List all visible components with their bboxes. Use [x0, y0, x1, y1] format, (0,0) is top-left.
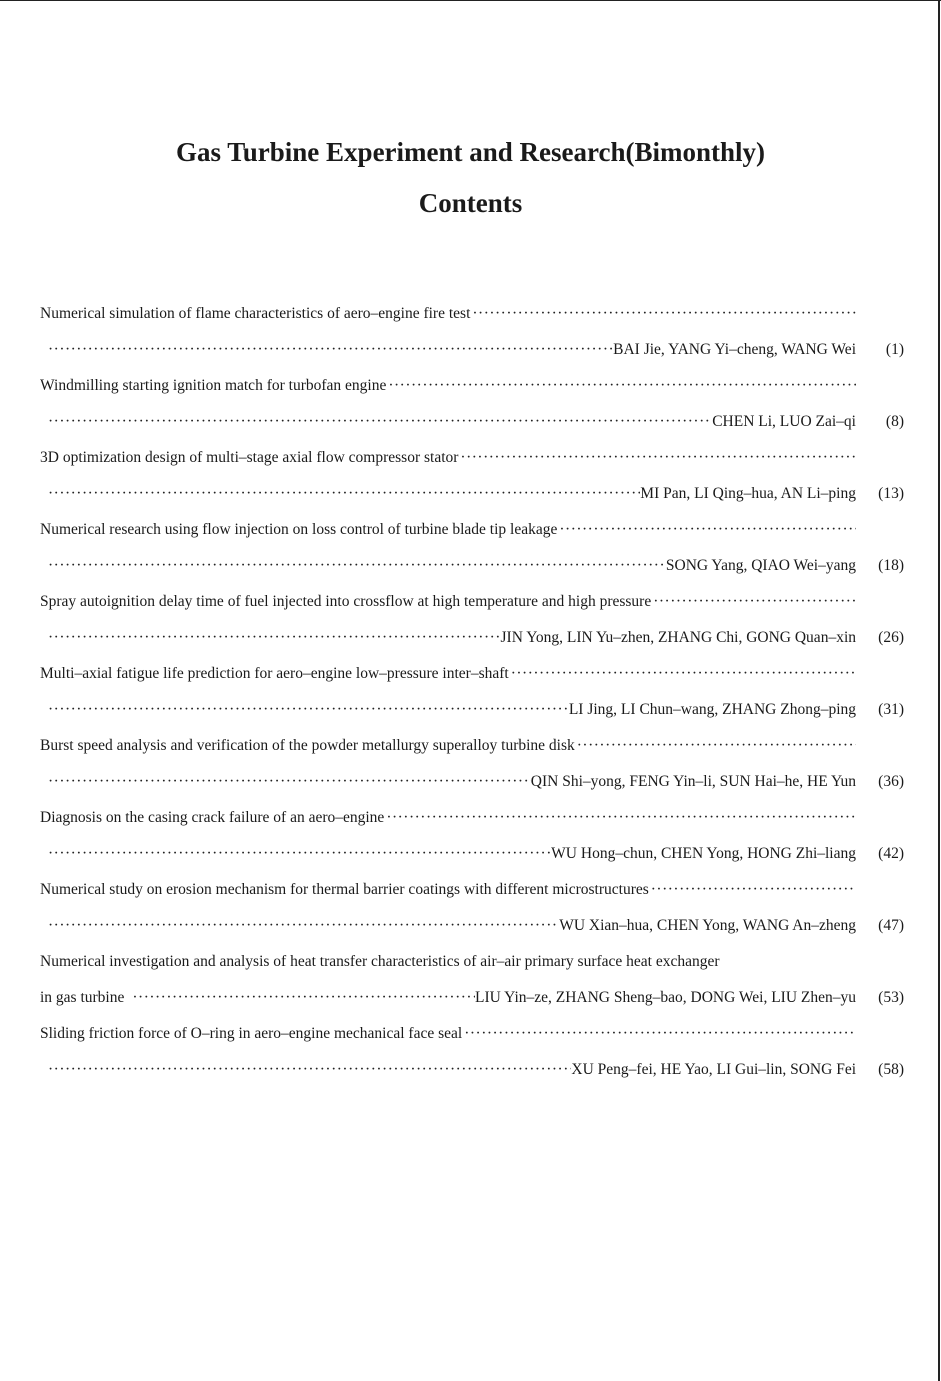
leader-dots: [462, 1022, 856, 1046]
toc-entry-authors: WU Xian–hua, CHEN Yong, WANG An–zheng: [559, 917, 856, 934]
toc-entry-title-text: Diagnosis on the casing crack failure of an aero–engine: [40, 809, 385, 826]
leader-dots: [386, 374, 856, 398]
leader-dots: [40, 410, 712, 434]
leader-dots: [651, 590, 856, 614]
toc-entry-authors-line: [40, 1058, 856, 1082]
toc-entry-authors-line: [40, 986, 856, 1010]
toc-entry-title: [40, 734, 856, 758]
toc-entry-page-number: (8): [885, 413, 904, 430]
toc-entry-title: [40, 446, 856, 470]
toc-entry-authors: BAI Jie, YANG Yi–cheng, WANG Wei: [613, 341, 856, 358]
toc-entry-page-number: (13): [878, 485, 904, 502]
toc-entry-authors-line: [40, 914, 856, 938]
leader-dots: [40, 554, 666, 578]
toc-entry-title: [40, 806, 856, 830]
toc-entry-title: [40, 950, 856, 974]
leader-dots: [649, 878, 856, 902]
toc-entry-title-text: Numerical investigation and analysis of heat transfer characteristics of air–air primary surface heat exchanger: [40, 953, 720, 970]
toc-entry-page-number: (18): [878, 557, 904, 574]
leader-dots: [40, 626, 501, 650]
toc-entry-authors: SONG Yang, QIAO Wei–yang: [665, 557, 856, 574]
toc-entry-title: [40, 374, 856, 398]
toc-entry-authors-line: [40, 410, 856, 434]
toc-entry-authors-line: [40, 842, 856, 866]
toc-entry-page-number: (36): [878, 773, 904, 790]
page-top-border: [0, 0, 941, 1]
leader-dots: [40, 482, 640, 506]
toc-entry-authors-line: [40, 482, 856, 506]
toc-entry-title: [40, 302, 856, 326]
toc-entry-title-text: Sliding friction force of O–ring in aero–engine mechanical face seal: [40, 1025, 463, 1042]
toc-entry-title: [40, 518, 856, 542]
toc-entry-title-text: Spray autoignition delay time of fuel injected into crossflow at high temperature and high pressure: [40, 593, 652, 610]
leader-dots: [575, 734, 856, 758]
leader-dots: [40, 1058, 571, 1082]
toc-entry-page-number: (42): [878, 845, 904, 862]
toc-entry-title: [40, 1022, 856, 1046]
toc-entry-page-number: (31): [878, 701, 904, 718]
toc-entry-page-number: (58): [878, 1061, 904, 1078]
toc-entry-authors-line: [40, 338, 856, 362]
toc-entry-title-text: Windmilling starting ignition match for turbofan engine: [40, 377, 387, 394]
toc-entry-page-number: (26): [878, 629, 904, 646]
toc-entry-authors: WU Hong–chun, CHEN Yong, HONG Zhi–liang: [551, 845, 856, 862]
toc-entry-authors-line: [40, 626, 856, 650]
toc-entry-authors: XU Peng–fei, HE Yao, LI Gui–lin, SONG Fei: [571, 1061, 856, 1078]
leader-dots: [384, 806, 856, 830]
leader-dots: [470, 302, 856, 326]
toc-entry-authors: CHEN Li, LUO Zai–qi: [712, 413, 856, 430]
toc-entry-authors: LI Jing, LI Chun–wang, ZHANG Zhong–ping: [568, 701, 856, 718]
toc-entry-page-number: (53): [878, 989, 904, 1006]
toc-entry-title: [40, 590, 856, 614]
leader-dots: [40, 338, 613, 362]
toc-entry-page-number: (1): [885, 341, 904, 358]
journal-title: Gas Turbine Experiment and Research(Bimonthly): [175, 137, 766, 167]
toc-entry-title-text: Numerical simulation of flame characteristics of aero–engine fire test: [40, 305, 471, 322]
toc-entry-authors-line: [40, 698, 856, 722]
toc-entry-title-text: Numerical study on erosion mechanism for thermal barrier coatings with different microstructures: [40, 881, 649, 898]
leader-dots: [124, 986, 475, 1010]
leader-dots: [40, 770, 531, 794]
toc-entry-title-text: 3D optimization design of multi–stage axial flow compressor stator: [40, 449, 459, 466]
toc-entry-authors: QIN Shi–yong, FENG Yin–li, SUN Hai–he, HE Yun: [530, 773, 856, 790]
leader-dots: [509, 662, 856, 686]
leader-dots: [40, 842, 551, 866]
toc-entry-title-text: Multi–axial fatigue life prediction for aero–engine low–pressure inter–shaft: [40, 665, 509, 682]
leader-dots: [557, 518, 856, 542]
leader-dots: [40, 914, 559, 938]
toc-entry-title-text: Burst speed analysis and verification of the powder metallurgy superalloy turbine disk: [40, 737, 575, 754]
toc-entry-title: [40, 878, 856, 902]
toc-entry-title-continued: in gas turbine: [40, 989, 125, 1006]
toc-entry-title-text: Numerical research using flow injection on loss control of turbine blade tip leakage: [40, 521, 558, 538]
contents-heading: Contents: [418, 188, 523, 218]
toc-entry-authors: MI Pan, LI Qing–hua, AN Li–ping: [640, 485, 856, 502]
toc-entry-authors: JIN Yong, LIN Yu–zhen, ZHANG Chi, GONG Quan–xin: [500, 629, 856, 646]
leader-dots: [40, 698, 569, 722]
toc-entry-page-number: (47): [878, 917, 904, 934]
leader-dots: [458, 446, 856, 470]
toc-entry-title: [40, 662, 856, 686]
toc-entry-authors: LIU Yin–ze, ZHANG Sheng–bao, DONG Wei, LIU Zhen–yu: [474, 989, 856, 1006]
toc-entry-authors-line: [40, 554, 856, 578]
toc-entry-authors-line: [40, 770, 856, 794]
